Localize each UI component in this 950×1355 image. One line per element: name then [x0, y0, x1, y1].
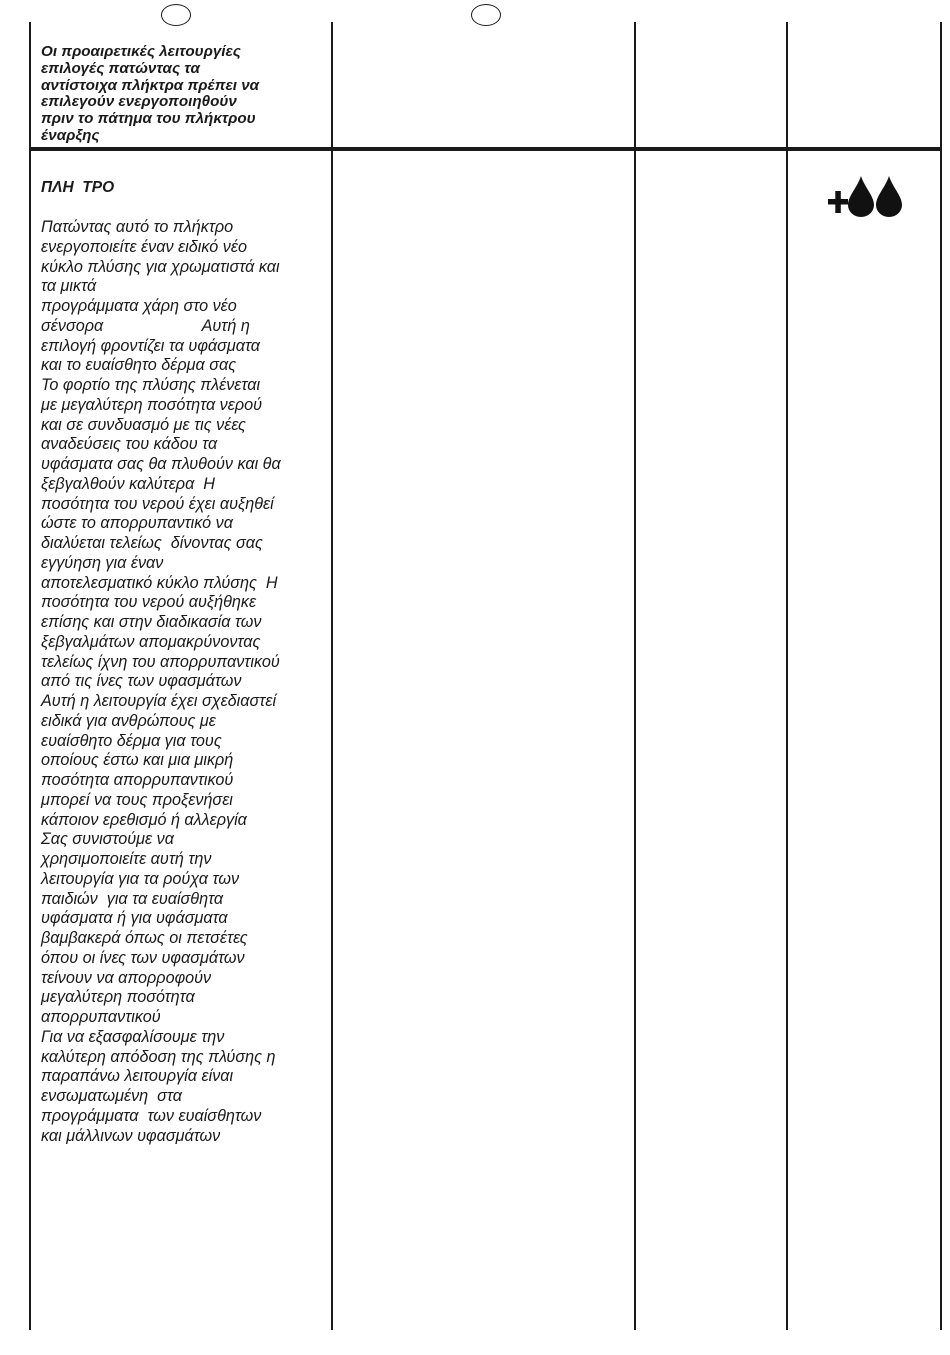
section-body-line: μεγαλύτερη ποσότητα [41, 988, 195, 1007]
section-body-line: ποσότητα του νερού αυξήθηκε [41, 593, 257, 612]
section-body-line: παιδιών για τα ευαίσθητα [41, 889, 224, 908]
plus-water-drops-icon [826, 172, 906, 218]
section-body-line: λειτουργία για τα ρούχα των [41, 869, 240, 888]
header-note-line: επιλογές πατώντας τα [41, 59, 200, 77]
table-column-divider-2 [634, 22, 636, 1330]
table-column-divider-3 [786, 22, 788, 1330]
section-title: ΠΛΗ ΤΡΟ [41, 179, 115, 196]
section-body-line: βαμβακερά όπως οι πετσέτες [41, 929, 248, 947]
section-body-line: αναδεύσεις του κάδου τα [41, 435, 218, 454]
section-body-line: και μάλλινων υφασμάτων [41, 1126, 221, 1145]
header-note-line: επιλεγούν ενεργοποιηθούν [41, 93, 237, 111]
section-body-line: Αυτή η λειτουργία έχει σχεδιαστεί [41, 692, 277, 710]
section-body-line: ευαίσθητο δέρμα για τους [41, 731, 222, 750]
section-body-line: οποίους έστω και μια μικρή [41, 751, 234, 770]
section-body-line: ώστε το απορρυπαντικό να [41, 514, 233, 533]
table-border-right [940, 22, 942, 1330]
header-note-line: Οι προαιρετικές λειτουργίες [41, 43, 241, 60]
section-body-line: Το φορτίο της πλύσης πλένεται [41, 376, 261, 394]
header-note [41, 44, 326, 145]
section-body-line: ξεβγαλμάτων απομακρύνοντας [41, 632, 261, 651]
register-mark-left [161, 4, 191, 26]
section-body-line: αποτελεσματικό κύκλο πλύσης Η [41, 573, 278, 592]
header-row-divider [29, 147, 942, 151]
section-body-line: απορρυπαντικού [41, 1008, 161, 1026]
section-body-line: ξεβγαλθούν καλύτερα Η [41, 474, 215, 493]
section-body-line: κύκλο πλύσης για χρωματιστά και [41, 257, 280, 276]
section-body-line: και το ευαίσθητο δέρμα σας [41, 356, 237, 375]
section-body-line: κάποιον ερεθισμό ή αλλεργία [41, 810, 247, 829]
section-body-line: ειδικά για ανθρώπους με [41, 711, 216, 730]
section-body-line: παραπάνω λειτουργία είναι [41, 1067, 234, 1086]
header-note-line: αντίστοιχα πλήκτρα πρέπει να [41, 76, 260, 94]
section-body-line: εγγύηση για έναν [41, 553, 164, 572]
section-body-line: και σε συνδυασμό με τις νέες [41, 415, 246, 434]
section-body [41, 218, 326, 1146]
section-body-line: υφάσματα ή για υφάσματα [41, 909, 228, 928]
section-body-line: προγράμματα χάρη στο νέο [41, 297, 237, 315]
section-body-line: ποσότητα του νερού έχει αυξηθεί [41, 494, 274, 513]
section-body-line: όπου οι ίνες των υφασμάτων [41, 948, 245, 967]
section-body-line: Πατώντας αυτό το πλήκτρο [41, 218, 234, 236]
section-body-line: επίσης και στην διαδικασία των [41, 613, 262, 631]
section-body-line: καλύτερη απόδοση της πλύσης η [41, 1047, 276, 1066]
section-body-line: Για να εξασφαλίσουμε την [41, 1027, 225, 1046]
section-body-line: ενεργοποιείτε έναν ειδικό νέο [41, 237, 247, 256]
section-body-line: τελείως ίχνη του απορρυπαντικού [41, 652, 280, 671]
header-note-line: έναρξης [41, 126, 100, 144]
table-column-divider-1 [331, 22, 333, 1330]
section-body-line: ενσωματωμένη στα [41, 1087, 182, 1105]
section-body-line: υφάσματα σας θα πλυθούν και θα [41, 455, 281, 473]
section-body-line: με μεγαλύτερη ποσότητα νερού [41, 395, 263, 414]
section-body-line: τείνουν να απορροφούν [41, 968, 212, 987]
section-body-line: προγράμματα των ευαίσθητων [41, 1106, 262, 1125]
section-body-line: Σας συνιστούμε να [41, 830, 174, 849]
section-body-line: μπορεί να τους προξενήσει [41, 790, 233, 809]
section-body-line: σένσορα Αυτή η [41, 316, 250, 335]
section-body-line: από τις ίνες των υφασμάτων [41, 672, 242, 691]
section-body-line: διαλύεται τελείως δίνοντας σας [41, 534, 263, 552]
section-body-line: τα μικτά [41, 277, 97, 296]
table-border-left [29, 22, 31, 1330]
header-note-line: πριν το πάτημα του πλήκτρου [41, 110, 256, 128]
section-body-line: χρησιμοποιείτε αυτή την [41, 850, 212, 868]
register-mark-right [471, 4, 501, 26]
section-body-line: επιλογή φροντίζει τα υφάσματα [41, 336, 261, 355]
section-body-line: ποσότητα απορρυπαντικού [41, 771, 234, 789]
